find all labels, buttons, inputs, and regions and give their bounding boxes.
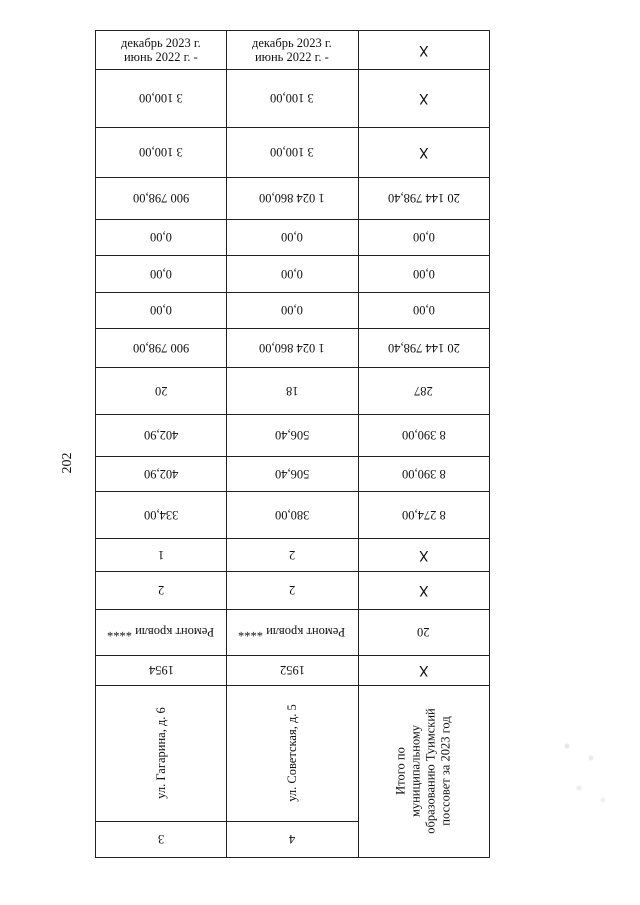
page-number: 202 <box>60 452 75 474</box>
unit-cost-cell: X <box>418 90 429 106</box>
amount-cell: 20 144 798,40 <box>387 191 460 205</box>
zero-cell: 0,00 <box>412 230 435 244</box>
year-cell: 1954 <box>148 663 174 677</box>
year-cell: 1952 <box>279 663 305 677</box>
area-cell: 402,90 <box>143 428 179 442</box>
count-cell: X <box>418 546 429 563</box>
total-cost-cell: 1 024 860,00 <box>259 340 325 355</box>
count-cell: 2 <box>288 547 296 562</box>
count-cell: 2 <box>288 583 296 597</box>
address-cell: ул. Советская, д. 5 <box>284 704 299 802</box>
count-cell: 2 <box>157 583 165 597</box>
area-cell: 506,40 <box>274 466 310 481</box>
count-cell: X <box>418 582 429 598</box>
residents-cell: 20 <box>154 383 168 398</box>
zero-cell: 0,00 <box>281 230 303 244</box>
area-cell: 506,40 <box>274 428 310 442</box>
work-type-cell: Ремонт кровли **** <box>238 625 346 639</box>
period-cell: X <box>418 42 429 58</box>
zero-cell: 0,00 <box>281 303 303 317</box>
zero-cell: 0,00 <box>281 266 303 281</box>
address-cell: ул. Гагарина, д. 6 <box>154 707 168 799</box>
amount-cell: 900 798,00 <box>132 191 190 205</box>
residents-cell: 287 <box>414 383 433 398</box>
row-number-cell: 3 <box>157 832 165 846</box>
scan-noise <box>555 710 615 830</box>
area-cell: 8 390,00 <box>401 428 446 442</box>
zero-cell: 0,00 <box>412 303 435 317</box>
area-cell: 380,00 <box>274 507 310 522</box>
area-cell: 8 274,00 <box>401 507 446 522</box>
total-cost-cell: 20 144 798,40 <box>387 340 460 355</box>
work-type-cell: 20 <box>417 625 430 639</box>
unit-cost-cell: 3 100,00 <box>270 91 314 105</box>
row-number-cell: 4 <box>288 832 296 846</box>
total-cost-cell: 900 798,00 <box>132 340 190 355</box>
unit-cost-cell: 3 100,00 <box>139 91 183 105</box>
year-cell: X <box>418 662 429 678</box>
residents-cell: 18 <box>285 383 299 398</box>
period-cell: июнь 2022 г. - декабрь 2023 г. <box>252 36 332 64</box>
zero-cell: 0,00 <box>150 230 172 244</box>
unit-cost-cell: 3 100,00 <box>139 145 183 159</box>
period-cell: июнь 2022 г. - декабрь 2023 г. <box>121 36 201 64</box>
works-table <box>95 30 490 858</box>
unit-cost-cell: 3 100,00 <box>270 145 314 159</box>
unit-cost-cell: X <box>418 144 429 160</box>
area-cell: 402,90 <box>143 466 179 481</box>
area-cell: 334,00 <box>143 507 179 522</box>
total-label-cell: Итого по муниципальному образованию Туимский поссовет за 2023 год <box>393 708 453 834</box>
zero-cell: 0,00 <box>150 303 172 317</box>
zero-cell: 0,00 <box>412 266 435 281</box>
area-cell: 8 390,00 <box>401 466 446 481</box>
zero-cell: 0,00 <box>150 266 172 281</box>
amount-cell: 1 024 860,00 <box>259 191 325 205</box>
work-type-cell: Ремонт кровли **** <box>107 625 215 639</box>
count-cell: 1 <box>157 547 165 562</box>
